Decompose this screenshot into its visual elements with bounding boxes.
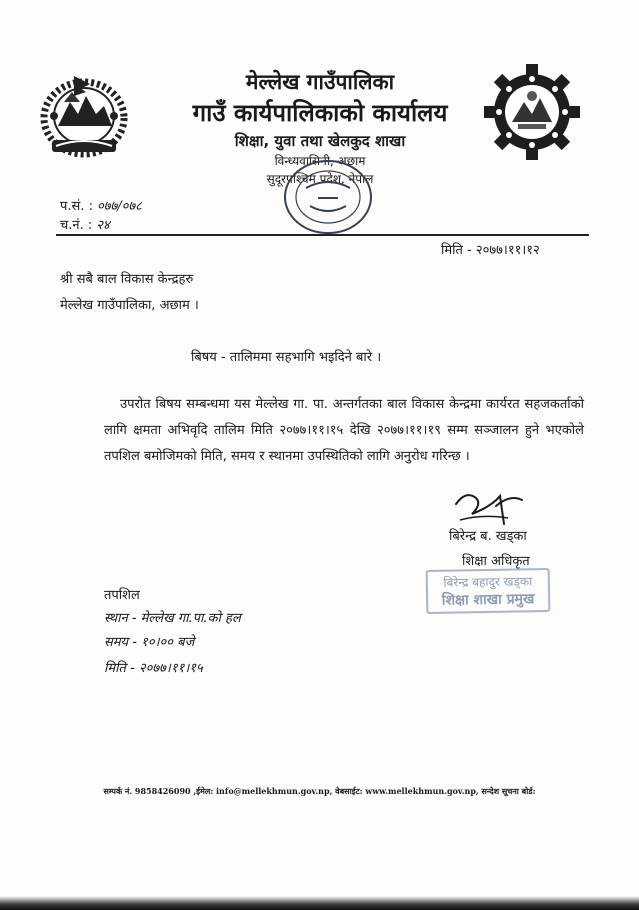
municipality-name: मेल्लेख गाउँपालिका [245,70,395,94]
office-name: गाउँ कार्यपालिकाको कार्यालय [192,99,448,127]
reference-ps [60,196,142,214]
province-name: सुदूरपश्चिम प्रदेश, नेपाल [266,172,374,186]
nepal-government-emblem-icon [34,62,134,160]
contact-footer: सम्पर्क नं. 9858426090 ,ईमेल: info@mellekhmun.gov.np, वेबसाईट: www.mellekhmun.gov.np, सन्देश सूचना बोर्ड: [103,786,536,796]
recipient-line-1: श्री सबै बाल विकास केन्द्रहरु [60,272,194,287]
ps-value: ०७७/०७८ [96,199,142,214]
scan-edge-shadow [0,896,639,910]
handwritten-signature-icon [452,484,532,530]
details-place: स्थान - मेल्लेख गा.पा.को हल [104,611,241,626]
details-heading: तपशिल [104,588,140,603]
letter-date: मिति - २०७७।११।१२ [441,243,540,258]
stamp-line-1: बिरेन्द्र बहादुर खड्का [443,574,533,590]
office-round-seal-icon [282,158,374,236]
header-divider [56,234,589,236]
reference-cn [60,215,110,233]
cn-value: २४ [96,218,110,233]
details-date: मिति - २०७७।११।१५ [104,661,203,676]
details-time: समय - १०।०० बजे [104,635,195,650]
signatory-name: बिरेन्द्र ब. खड्का [449,529,527,544]
office-location: विन्ध्यवासिनी, अछाम [274,154,366,168]
recipient-line-2: मेल्लेख गाउँपालिका, अछाम । [60,298,199,313]
letter-body: उपरोत बिषय सम्बन्धमा यस मेल्लेख गा. पा. अन्तर्गतका बाल विकास केन्द्रमा कार्यरत सहजकर्ताको लागि क्षमता अभिवृदि तालिम मिति २०७७।११।१५ देखि २०७७।११।१९ सम्म सञ्जालन हुने भएकोले तपशिल बमोजिमको मिति, समय र स्थानमा उपस्थितिको लागि अनुरोध गरिन्छ । [104,397,584,464]
signatory-stamp [426,568,551,614]
stamp-line-2: शिक्षा शाखा प्रमुख [441,591,535,609]
cn-label: च.नं. : [60,218,93,233]
section-name: शिक्षा, युवा तथा खेलकुद शाखा [234,132,406,150]
letter-subject: बिषय - तालिममा सहभागि भइदिने बारे । [191,350,382,365]
ps-label: प.सं. : [60,199,93,214]
signatory-title: शिक्षा अधिकृत [462,554,530,569]
